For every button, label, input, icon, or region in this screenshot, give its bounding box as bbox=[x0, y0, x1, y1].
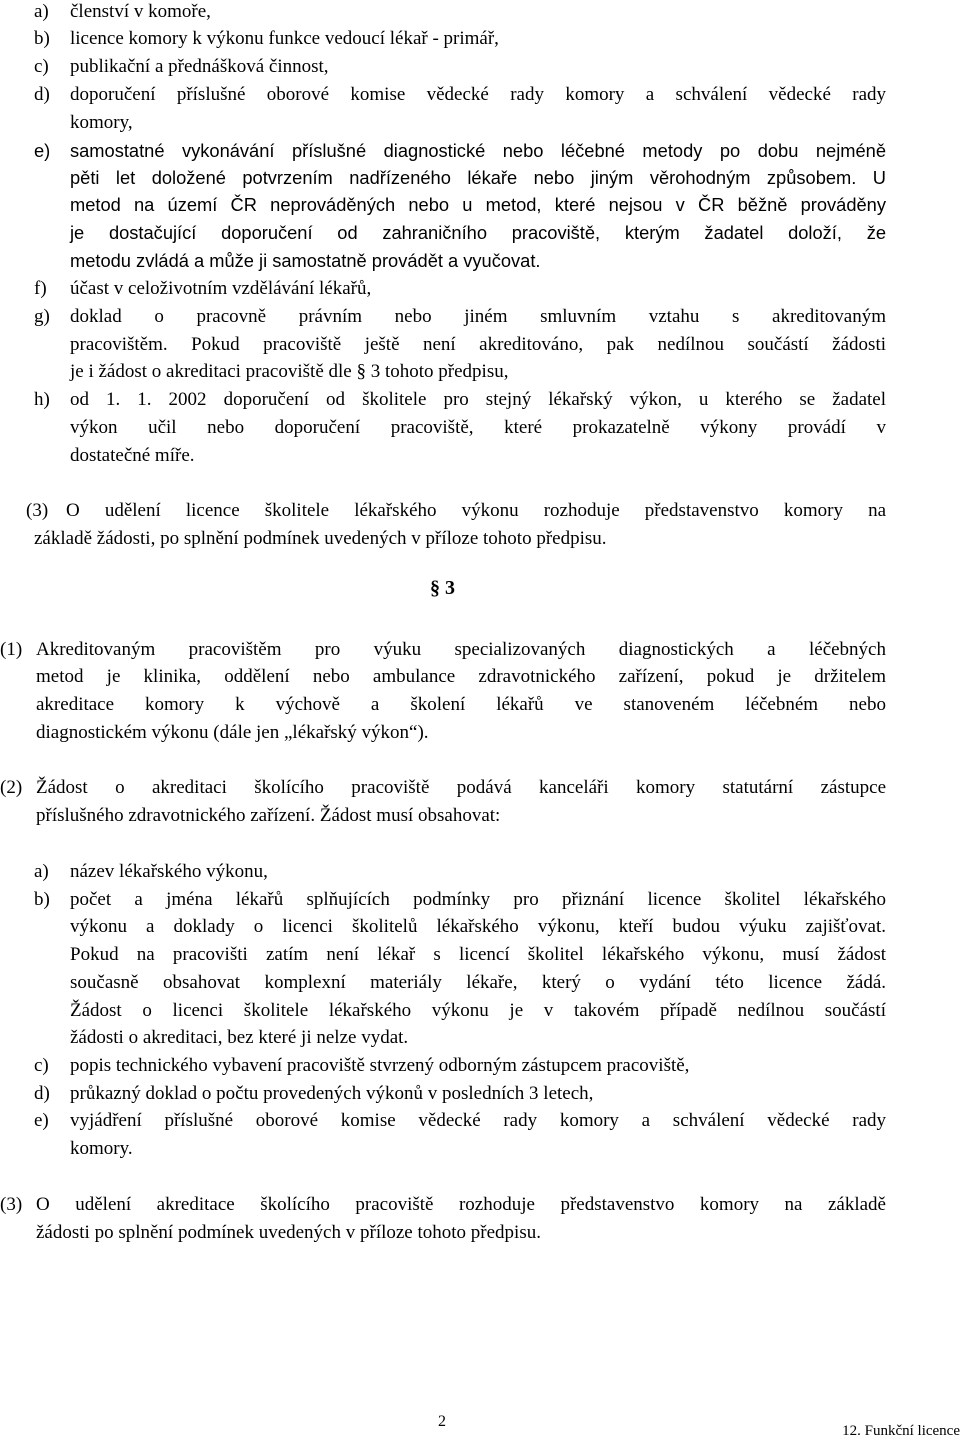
list-item-text: je dostačující doporučení od zahraničního pracoviště, kterým žadatel doloží, že bbox=[70, 222, 886, 243]
list-marker: h) bbox=[34, 389, 50, 410]
list-item-text: Žádost o licenci školitele lékařského výkonu je v takovém případě nedílnou součástí bbox=[70, 1000, 886, 1021]
list-item-text: průkazný doklad o počtu provedených výkonů v posledních 3 letech, bbox=[70, 1083, 594, 1104]
list-item-text: je i žádost o akreditaci pracoviště dle § 3 tohoto předpisu, bbox=[70, 361, 509, 382]
list-item-text: od 1. 1. 2002 doporučení od školitele pro stejný lékařský výkon, u kterého se žadatel bbox=[70, 389, 886, 410]
list-marker: f) bbox=[34, 278, 47, 299]
footer-chapter-title: 12. Funkční licence bbox=[842, 1423, 960, 1439]
paragraph-marker: (2) bbox=[0, 777, 23, 798]
list-item-text: pěti let doložené potvrzením nadřízeného lékaře nebo jiným věrohodným způsobem. U bbox=[70, 167, 886, 188]
list-marker: d) bbox=[34, 1083, 50, 1104]
list-item-text: členství v komoře, bbox=[70, 1, 211, 22]
list-marker: g) bbox=[34, 306, 50, 327]
paragraph-text: příslušného zdravotnického zařízení. Žádost musí obsahovat: bbox=[36, 805, 501, 826]
paragraph-text: Žádost o akreditaci školícího pracoviště podává kanceláři komory statutární zástupce bbox=[36, 777, 886, 798]
list-item-text: popis technického vybavení pracoviště stvrzený odborným zástupcem pracoviště, bbox=[70, 1055, 690, 1076]
paragraph-text: diagnostickém výkonu (dále jen „lékařský výkon“). bbox=[36, 722, 429, 743]
list-item-text: vyjádření příslušné oborové komise vědecké rady komory a schválení vědecké rady bbox=[70, 1110, 886, 1131]
page-number: 2 bbox=[438, 1413, 446, 1430]
list-item-text: komory, bbox=[70, 112, 133, 133]
list-item-text: žádosti o akreditaci, bez které ji nelze vydat. bbox=[70, 1027, 409, 1048]
list-item-text: publikační a přednášková činnost, bbox=[70, 56, 329, 77]
list-marker: b) bbox=[34, 889, 50, 910]
paragraph-marker: (1) bbox=[0, 639, 23, 660]
list-item-text: pracovištěm. Pokud pracoviště ještě není akreditováno, pak nedílnou součástí žádosti bbox=[70, 334, 886, 355]
list-item-text: výkonu a doklady o licenci školitelů lékařského výkonu, kteří budou výuku zajišťovat. bbox=[70, 916, 886, 937]
list-item-text: výkon učil nebo doporučení pracoviště, které prokazatelně výkony provádí v bbox=[70, 417, 886, 438]
paragraph-marker: (3) bbox=[0, 1194, 23, 1215]
paragraph-marker: (3) bbox=[26, 500, 49, 521]
list-item-text: počet a jména lékařů splňujících podmínky pro přiznání licence školitel lékařského bbox=[70, 889, 886, 910]
list-item-text: doporučení příslušné oborové komise vědecké rady komory a schválení vědecké rady bbox=[70, 84, 886, 105]
paragraph-text: metod je klinika, oddělení nebo ambulance zdravotnického zařízení, pokud je držitelem bbox=[36, 666, 886, 687]
list-item-text: komory. bbox=[70, 1138, 133, 1159]
list-marker: a) bbox=[34, 1, 49, 22]
list-item-text: licence komory k výkonu funkce vedoucí lékař - primář, bbox=[70, 28, 499, 49]
paragraph-text: O udělení licence školitele lékařského výkonu rozhoduje představenstvo komory na bbox=[66, 500, 886, 521]
paragraph-text: základě žádosti, po splnění podmínek uvedených v příloze tohoto předpisu. bbox=[34, 528, 607, 549]
list-item-text: metodu zvládá a může ji samostatně provádět a vyučovat. bbox=[70, 250, 541, 271]
paragraph-text: Akreditovaným pracovištěm pro výuku specializovaných diagnostických a léčebných bbox=[36, 639, 886, 660]
paragraph-text: akreditace komory k výchově a školení lékařů ve stanoveném léčebném nebo bbox=[36, 694, 886, 715]
section-heading: § 3 bbox=[430, 577, 455, 599]
list-item-text: účast v celoživotním vzdělávání lékařů, bbox=[70, 278, 372, 299]
list-item-text: metod na území ČR neprováděných nebo u metod, které nejsou v ČR běžně prováděny bbox=[70, 194, 886, 215]
list-item-text: název lékařského výkonu, bbox=[70, 861, 268, 882]
list-item-text: Pokud na pracovišti zatím není lékař s licencí školitel lékařského výkonu, musí žádost bbox=[70, 944, 886, 965]
list-marker: e) bbox=[34, 140, 51, 161]
list-item-text: současně obsahovat komplexní materiály lékaře, který o vydání této licence žádá. bbox=[70, 972, 886, 993]
paragraph-text: žádosti po splnění podmínek uvedených v příloze tohoto předpisu. bbox=[36, 1222, 541, 1243]
list-marker: c) bbox=[34, 1055, 49, 1076]
list-item-text: dostatečné míře. bbox=[70, 445, 195, 466]
list-marker: b) bbox=[34, 28, 50, 49]
list-item-text: doklad o pracovně právním nebo jiném smluvním vztahu s akreditovaným bbox=[70, 306, 886, 327]
list-marker: a) bbox=[34, 861, 49, 882]
list-item-text: samostatné vykonávání příslušné diagnostické nebo léčebné metody po dobu nejméně bbox=[70, 140, 886, 161]
paragraph-text: O udělení akreditace školícího pracoviště rozhoduje představenstvo komory na základě bbox=[36, 1194, 886, 1215]
list-marker: c) bbox=[34, 56, 49, 77]
list-marker: e) bbox=[34, 1110, 49, 1131]
list-marker: d) bbox=[34, 84, 50, 105]
